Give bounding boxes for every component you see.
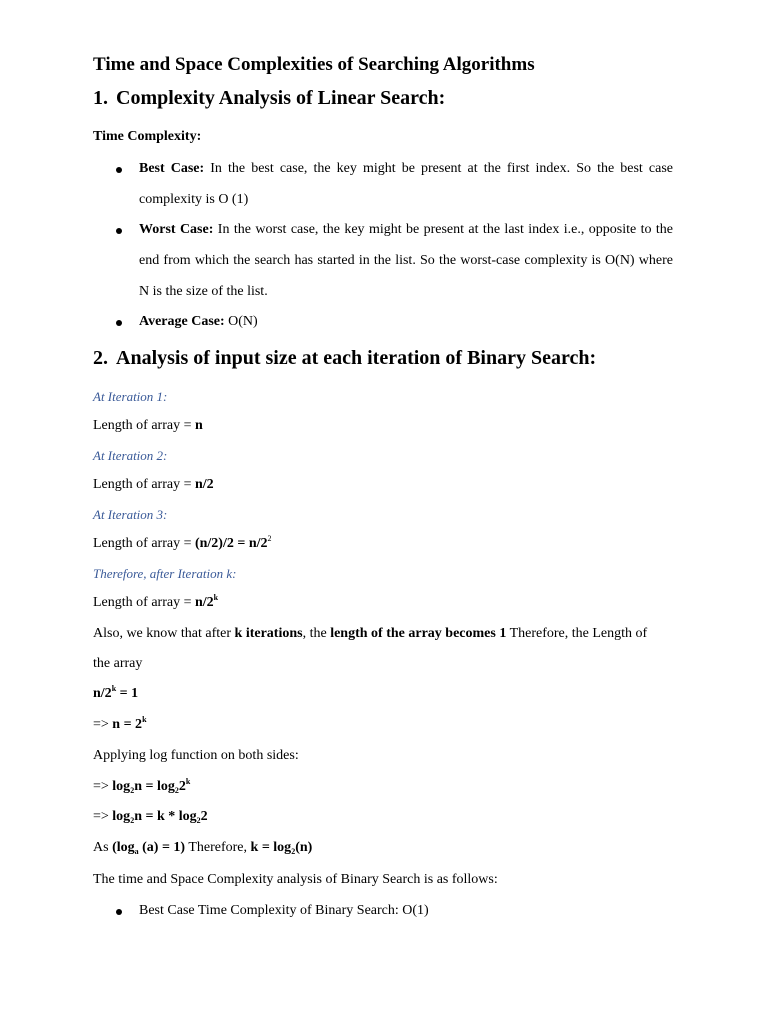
length-text: Length of array =: [93, 418, 195, 433]
length-text: Length of array =: [93, 536, 195, 551]
subscript: 2: [130, 816, 135, 825]
section-1-heading: [93, 86, 445, 110]
length-value: n/2: [194, 595, 214, 610]
eq-part: log: [112, 809, 131, 824]
section-1-title: Complexity Analysis of Linear Search:: [116, 87, 446, 109]
binary-best-case-item: Best Case Time Complexity of Binary Search: O(1): [139, 903, 429, 918]
arrow-text: =>: [93, 779, 113, 794]
subscript: 2: [291, 847, 296, 856]
arrow-text: =>: [93, 809, 113, 824]
eq-part: n/2: [93, 686, 112, 701]
average-case-value: O(N): [224, 314, 258, 329]
length-text: Length of array =: [93, 477, 195, 492]
subscript: 2: [174, 786, 179, 795]
text: Also, we know that after: [93, 626, 235, 641]
bullet-icon: [116, 320, 122, 326]
eq-part: (n): [295, 840, 313, 855]
iteration-2-note: At Iteration 2:: [93, 448, 168, 463]
best-case-line-1: [139, 161, 673, 177]
bullet-icon: [116, 909, 122, 915]
length-value: n: [194, 418, 203, 433]
arrow-text: =>: [93, 717, 113, 732]
best-case-text: In the best case, the key might be present at the first index. So the best case: [204, 161, 673, 176]
average-case-line: [139, 314, 258, 330]
text: , the: [302, 626, 331, 641]
eq-part: 2: [178, 779, 186, 794]
superscript: 2: [267, 534, 272, 543]
iteration-1-note: At Iteration 1:: [93, 389, 168, 404]
iteration-k-note: Therefore, after Iteration k:: [93, 566, 237, 581]
also-paragraph-line-2: the array: [93, 656, 143, 671]
iteration-3-length: [93, 536, 272, 552]
superscript: k: [185, 777, 191, 786]
equation-3: [93, 779, 190, 795]
worst-case-line-3: N is the size of the list.: [139, 284, 268, 299]
eq-part: n = k * log: [134, 809, 197, 824]
eq-part: 2: [200, 809, 208, 824]
subscript: 2: [196, 816, 201, 825]
bullet-icon: [116, 167, 122, 173]
document-title: Time and Space Complexities of Searching Algorithms: [93, 54, 535, 75]
eq-part: n = 2: [112, 717, 143, 732]
eq-part: n = log: [134, 779, 175, 794]
worst-case-text: In the worst case, the key might be present at the last index i.e., opposite to the: [213, 222, 673, 237]
bold-text: length of the array becomes 1: [330, 626, 507, 641]
eq-part: = 1: [116, 686, 139, 701]
bullet-icon: [116, 228, 122, 234]
eq-part: (log: [112, 840, 135, 855]
bold-text: k iterations: [234, 626, 303, 641]
text: Therefore,: [185, 840, 251, 855]
section-2-number: 2.: [93, 347, 108, 369]
section-2-title: Analysis of input size at each iteration of Binary Search:: [116, 347, 597, 369]
average-case-label: Average Case:: [139, 314, 225, 329]
text: Therefore, the Length of: [506, 626, 648, 641]
summary-text: The time and Space Complexity analysis of Binary Search is as follows:: [93, 872, 498, 887]
best-case-label: Best Case:: [139, 161, 205, 176]
subscript: 2: [130, 786, 135, 795]
worst-case-line-1: [139, 222, 673, 238]
applying-log-text: Applying log function on both sides:: [93, 748, 299, 763]
iteration-k-length: [93, 595, 218, 611]
eq-part: k = log: [250, 840, 292, 855]
iteration-3-note: At Iteration 3:: [93, 507, 168, 522]
superscript: k: [213, 593, 219, 602]
eq-part: (a) = 1): [138, 840, 186, 855]
equation-4: [93, 809, 208, 825]
section-1-number: 1.: [93, 87, 108, 109]
as-therefore-line: [93, 840, 312, 856]
iteration-2-length: [93, 477, 214, 493]
section-2-heading: [93, 346, 596, 370]
best-case-line-2: complexity is O (1): [139, 192, 249, 207]
worst-case-line-2: end from which the search has started in the list. So the worst-case complexity is O(N) where: [139, 253, 673, 268]
worst-case-label: Worst Case:: [139, 222, 214, 237]
iteration-1-length: [93, 418, 203, 434]
time-complexity-label: Time Complexity:: [93, 129, 202, 144]
length-value: n/2: [194, 477, 214, 492]
length-text: Length of array =: [93, 595, 195, 610]
subscript: a: [134, 847, 139, 856]
superscript: k: [142, 715, 147, 724]
superscript: k: [111, 684, 117, 693]
also-paragraph-line-1: [93, 626, 647, 642]
length-value: (n/2)/2 = n/2: [194, 536, 268, 551]
eq-part: log: [112, 779, 131, 794]
equation-2: [93, 717, 147, 733]
text: As: [93, 840, 113, 855]
equation-1: [93, 686, 138, 702]
